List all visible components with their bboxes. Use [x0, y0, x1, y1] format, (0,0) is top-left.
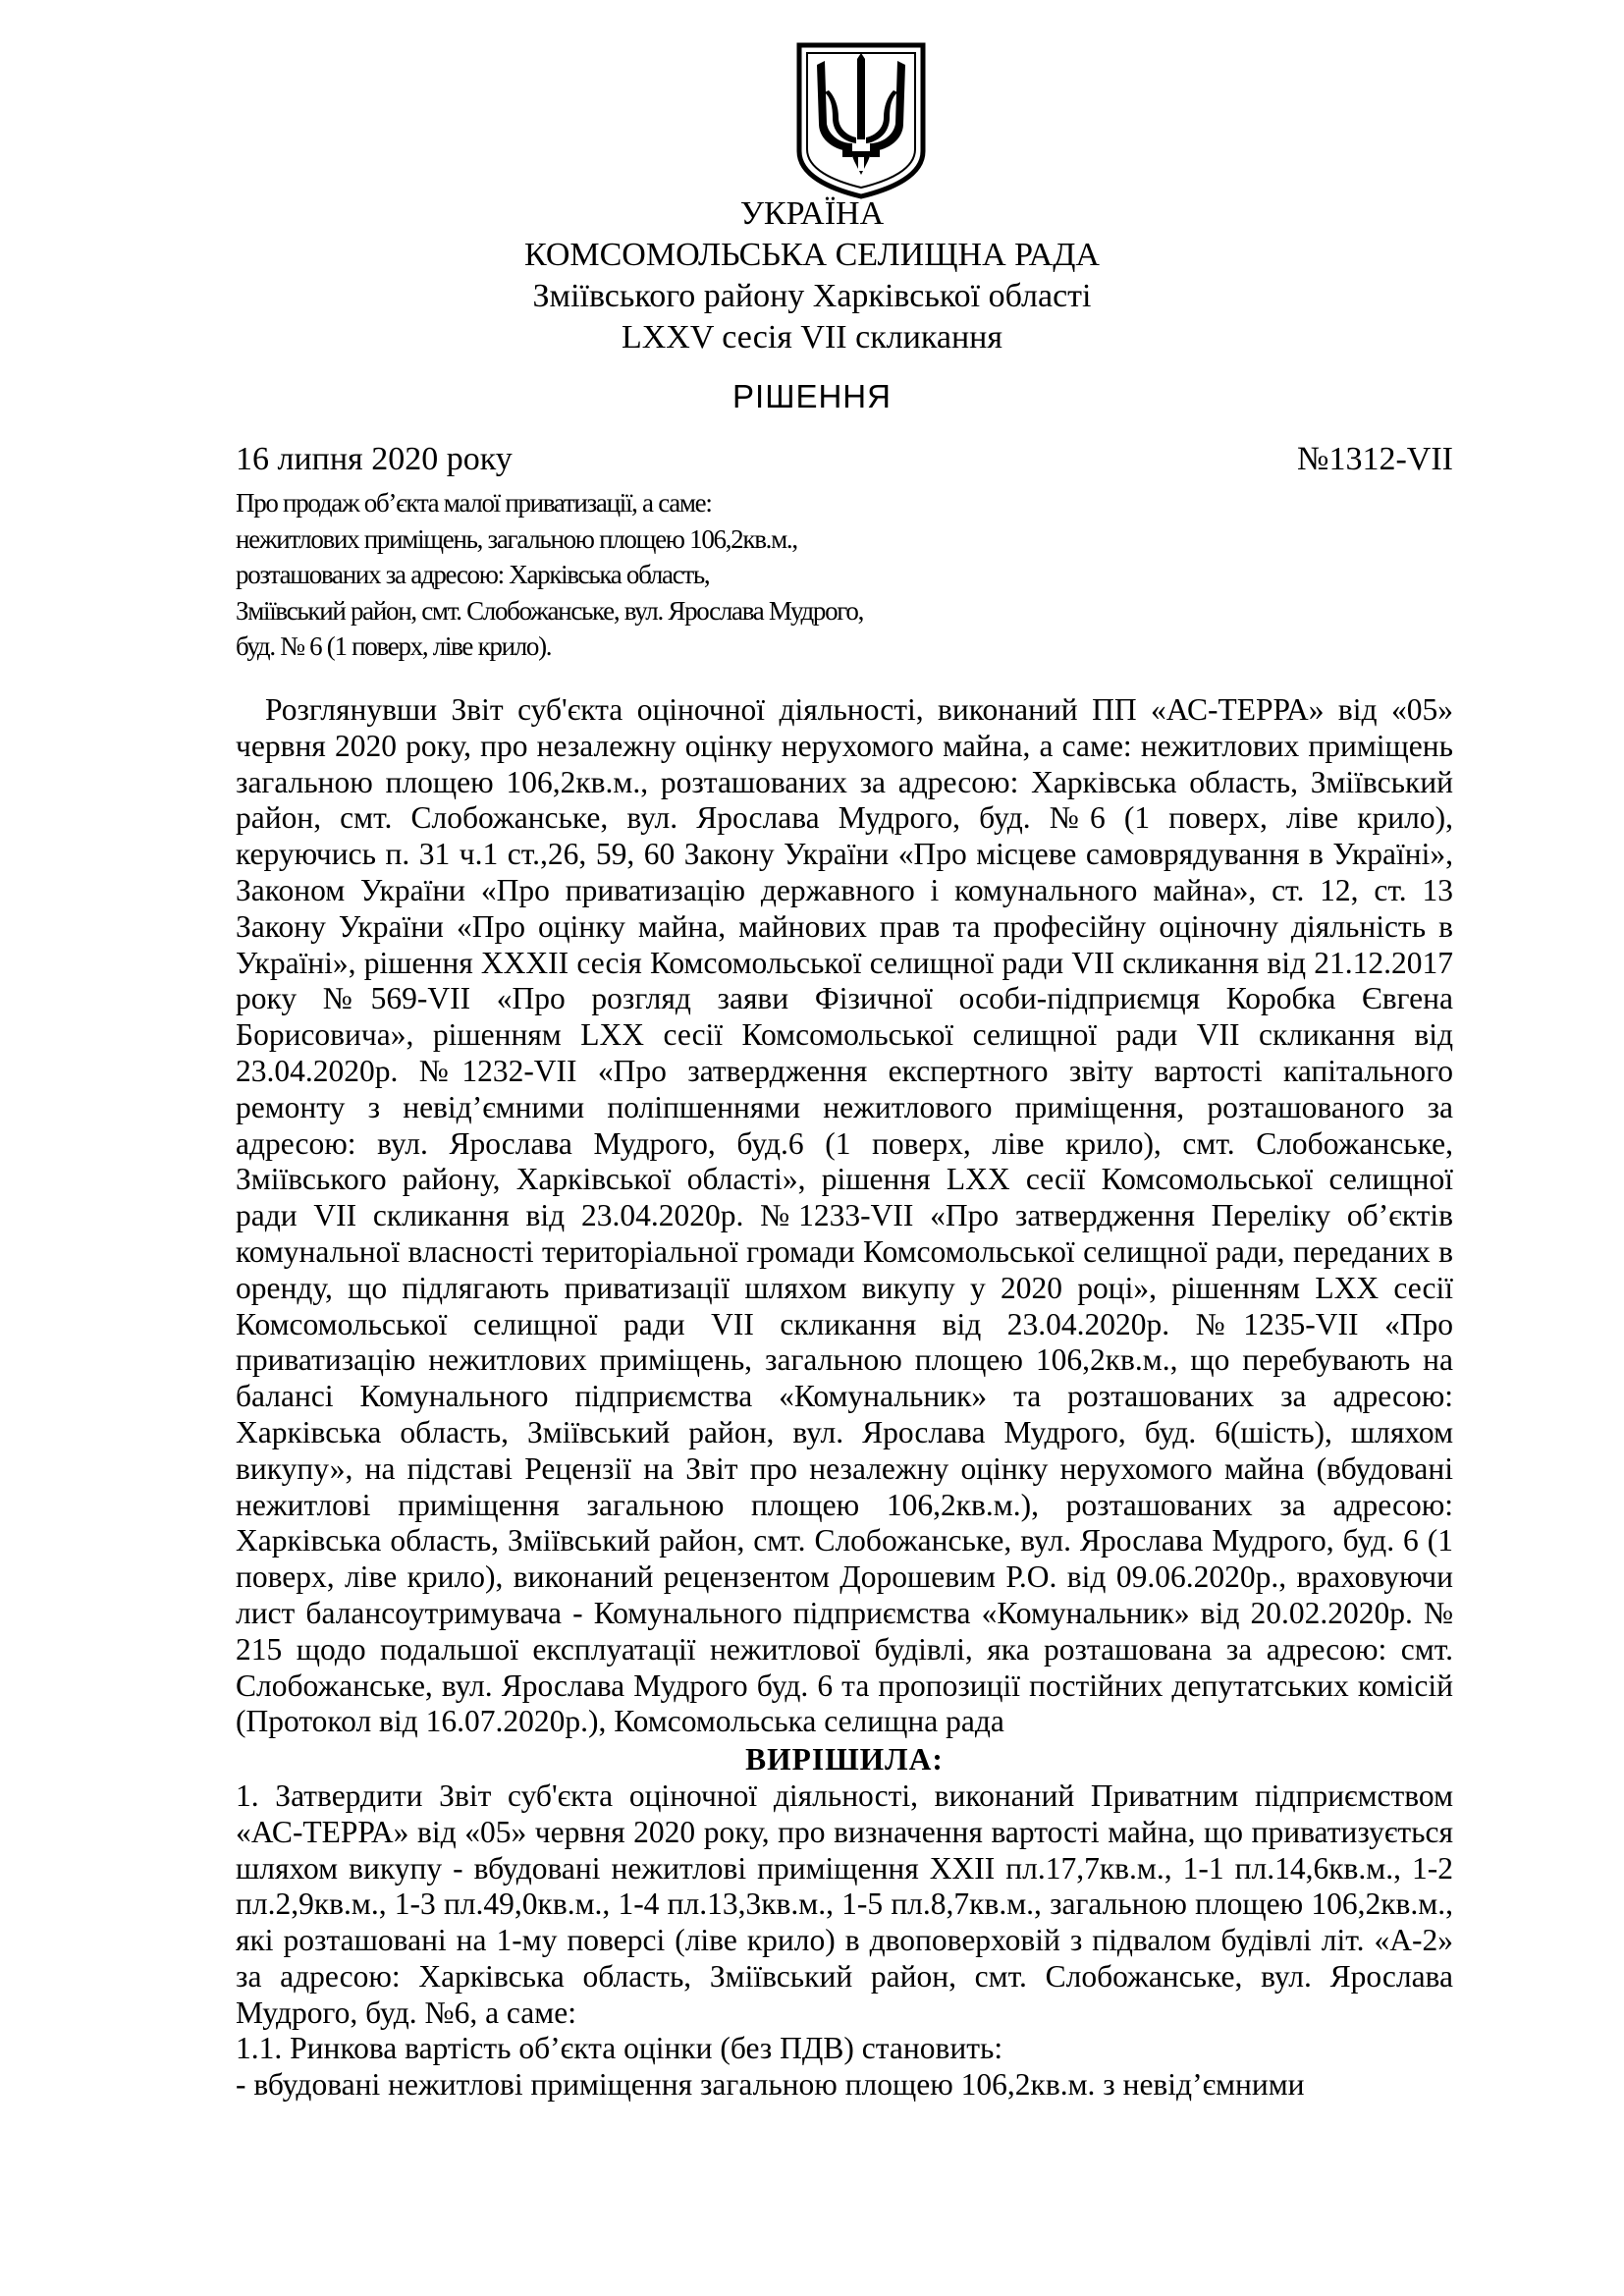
subject-line: нежитлових приміщень, загальною площею 106,2кв.м., — [236, 523, 797, 554]
decision-body — [236, 692, 1453, 2104]
subject-line: Про продаж об’єкта малої приватизації, а саме: — [236, 488, 712, 518]
subject-line: буд. № 6 (1 поверх, ліве крило). — [236, 631, 552, 661]
session-title: LXXV сесія VII скликання — [621, 319, 1003, 355]
date-number-line — [236, 440, 1453, 483]
council-title: КОМСОМОЛЬСЬКА СЕЛИЩНА РАДА — [524, 237, 1100, 273]
decision-date: 16 липня 2020 року — [236, 441, 513, 477]
district-title: Зміївського району Харківської області — [532, 278, 1092, 314]
resolution-item-1: 1. Затвердити Звіт суб'єкта оціночної діяльності, виконаний Приватним підприємством «АС-ТЕРРА» від «05» червня 2020 року, про визначення вартості майна, що приватизується шляхом викупу - вбудовані нежитлові приміщення XXII пл.17,7кв.м., 1-1 пл.14,6кв.м., 1-2 пл.2,9кв.м., 1-3 пл.49,0кв.м., 1-4 пл.13,3кв.м., 1-5 пл.8,7кв.м., загальною площею 106,2кв.м., які розташовані на 1-му поверсі (ліве крило) в двоповерховій з підвалом будівлі літ. «А-2» за адресою: Харківська область, Зміївський район, смт. Слобожанське, вул. Ярослава Мудрого, буд. №6, а саме: — [236, 1777, 1453, 2030]
subject-line: розташованих за адресою: Харківська область, — [236, 560, 710, 589]
resolved-heading: ВИРІШИЛА: — [745, 1742, 944, 1777]
preamble-paragraph: Розглянувши Звіт суб'єкта оціночної діяльності, виконаний ПП «АС-ТЕРРА» від «05» червня 2020 року, про незалежну оцінку нерухомого майна, а саме: нежитлових приміщень загальною площею 106,2кв.м., розташованих за адресою: Харківська область, Зміївський район, смт. Слобожанське, вул. Ярослава Мудрого, буд. №6 (1 поверх, ліве крило), керуючись п. 31 ч.1 ст.,26, 59, 60 Закону України «Про місцеве самоврядування в Україні», Законом України «Про приватизацію державного і комунального майна», ст. 12, ст. 13 Закону України «Про оцінку майна, майнових прав та професійну оціночну діяльність в Україні», рішення XXXII сесія Комсомольської селищної ради VII скликання від 21.12.2017 року №569-VII «Про розгляд заяви Фізичної особи-підприємця Коробка Євгена Борисовича», рішенням LXX сесії Комсомольської селищної ради VII скликання від 23.04.2020р. №1232-VII «Про затвердження експертного звіту вартості капітального ремонту з невід’ємними поліпшеннями нежитлового приміщення, розташованого за адресою: вул. Ярослава Мудрого, буд.6 (1 поверх, ліве крило), смт. Слобожанське, Зміївського району, Харківської області», рішення LXX сесії Комсомольської селищної ради VII скликання від 23.04.2020р. №1233-VII «Про затвердження Переліку об’єктів комунальної власності територіальної громади Комсомольської селищної ради, переданих в оренду, що підлягають приватизації шляхом викупу у 2020 році», рішенням LXX сесії Комсомольської селищної ради VII скликання від 23.04.2020р. №1235-VII «Про приватизацію нежитлових приміщень, загальною площею 106,2кв.м., що перебувають на балансі Комунального підприємства «Комунальник» та розташованих за адресою: Харківська область, Зміївський район, вул. Ярослава Мудрого, буд. 6(шість), шляхом викупу», на підставі Рецензії на Звіт про незалежну оцінку нерухомого майна (вбудовані нежитлові приміщення загальною площею 106,2кв.м.), розташованих за адресою: Харківська область, Зміївський район, смт. Слобожанське, вул. Ярослава Мудрого, буд. 6 (1 поверх, ліве крило), виконаний рецензентом Дорошевим Р.О. від 09.06.2020р., враховуючи лист балансоутримувача - Комунального підприємства «Комунальник» від 20.02.2020р. № 215 щодо подальшої експлуатації нежитлової будівлі, яка розташована за адресою: смт. Слобожанське, вул. Ярослава Мудрого буд. 6 та пропозиції постійних депутатських комісій (Протокол від 16.07.2020р.), Комсомольська селищна рада — [236, 692, 1453, 1739]
resolution-item-1-1: 1.1. Ринкова вартість об’єкта оцінки (без ПДВ) становить: — [236, 2031, 1003, 2066]
subject-line: Зміївський район, смт. Слобожанське, вул. Ярослава Мудрого, — [236, 595, 864, 626]
trident-coat-of-arms-icon — [795, 41, 927, 200]
decision-heading: РІШЕННЯ — [732, 378, 892, 414]
decision-subject — [236, 485, 943, 665]
decision-number: №1312-VII — [1297, 441, 1453, 477]
resolution-item-dash: - вбудовані нежитлові приміщення загальною площею 106,2кв.м. з невід’ємними — [236, 2067, 1305, 2103]
country-title: УКРАЇНА — [739, 195, 885, 232]
